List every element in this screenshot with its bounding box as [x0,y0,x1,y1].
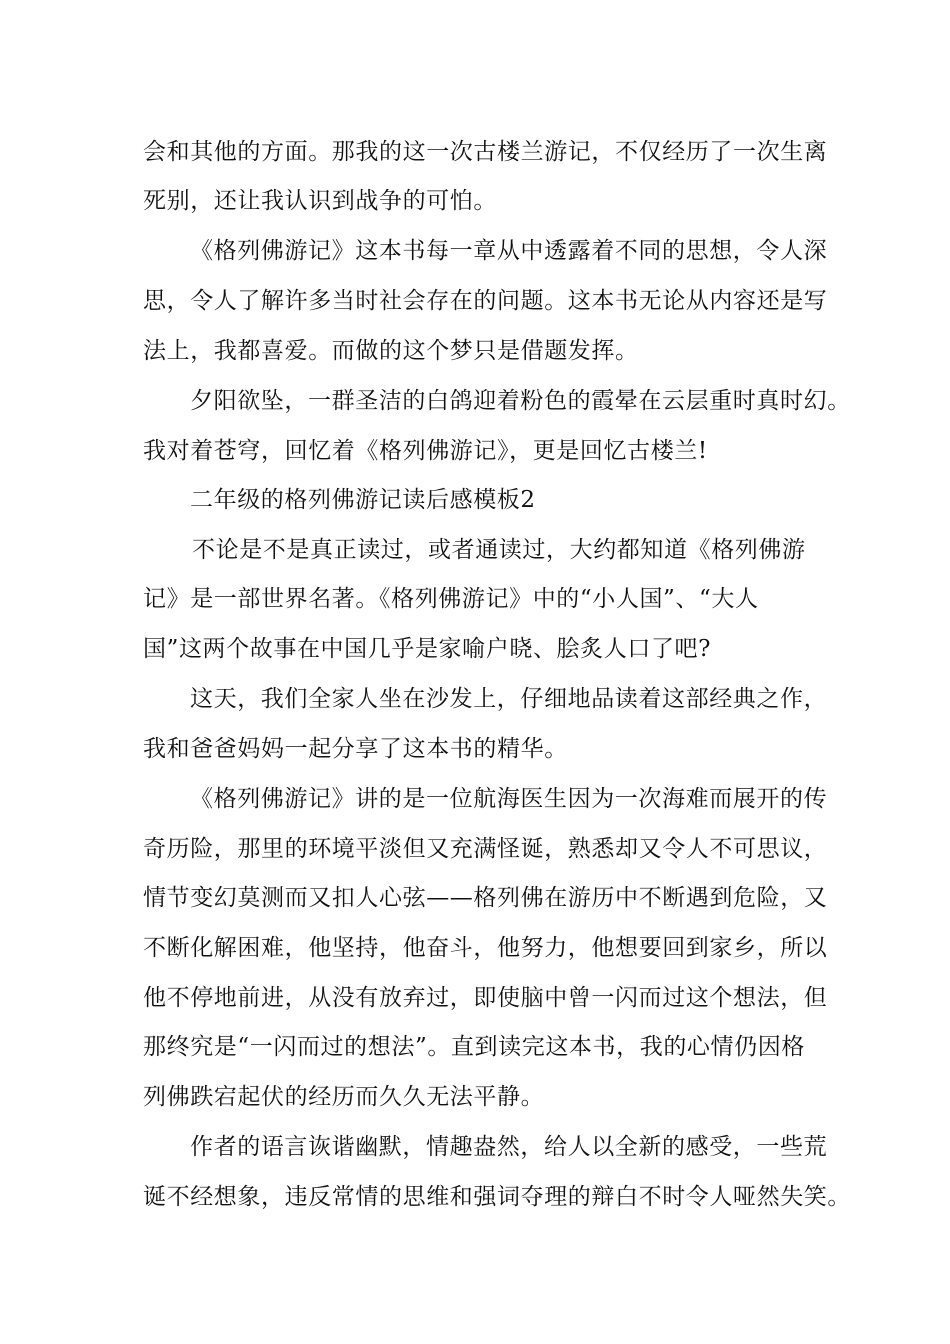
text-line: 死别，还让我认识到战争的可怕。 [143,188,497,214]
text-line: 法上，我都喜爱。而做的这个梦只是借题发挥。 [143,338,639,364]
paragraph-first-line: 作者的语言诙谐幽默，情趣盎然，给人以全新的感受，一些荒 [190,1134,828,1160]
text-line: 列佛跌宕起伏的经历而久久无法平静。 [143,1084,545,1110]
paragraph-first-line: 不论是不是真正读过，或者通读过，大约都知道《格列佛游 [192,537,806,563]
text-line: 情节变幻莫测而又扣人心弦——格列佛在游历中不断遇到危险，又 [143,885,828,911]
text-line: 不断化解困难，他坚持，他奋斗，他努力，他想要回到家乡，所以 [143,935,828,961]
paragraph-first-line: 《格列佛游记》讲的是一位航海医生因为一次海难而展开的传 [190,786,828,812]
text-line: 记》是一部世界名著。《格列佛游记》中的“小人国”、“大人 [143,586,759,612]
paragraph-first-line: 这天，我们全家人坐在沙发上，仔细地品读着这部经典之作， [190,686,828,712]
paragraph-first-line: 夕阳欲坠，一群圣洁的白鸽迎着粉色的霞晕在云层重时真时幻。 [190,388,851,414]
text-line: 奇历险，那里的环境平淡但又充满怪诞，熟悉却又令人不可思议， [143,836,828,862]
paragraph-first-line: 《格列佛游记》这本书每一章从中透露着不同的思想，令人深 [190,238,828,264]
text-line: 诞不经想象，违反常情的思维和强词夺理的辩白不时令人哑然失笑。 [143,1184,851,1210]
text-line: 思，令人了解许多当时社会存在的问题。这本书无论从内容还是写 [143,288,828,314]
section-heading: 二年级的格列佛游记读后感模板2 [190,487,536,513]
text-line: 他不停地前进，从没有放弃过，即使脑中曾一闪而过这个想法，但 [143,985,828,1011]
text-line: 那终究是“一闪而过的想法”。直到读完这本书，我的心情仍因格 [143,1034,805,1060]
text-line: 我和爸爸妈妈一起分享了这本书的精华。 [143,736,568,762]
text-line: 国”这两个故事在中国几乎是家喻户晓、脍炙人口了吧? [143,636,712,662]
text-line: 我对着苍穹，回忆着《格列佛游记》，更是回忆古楼兰! [143,438,708,464]
text-line: 会和其他的方面。那我的这一次古楼兰游记，不仅经历了一次生离 [143,139,828,165]
